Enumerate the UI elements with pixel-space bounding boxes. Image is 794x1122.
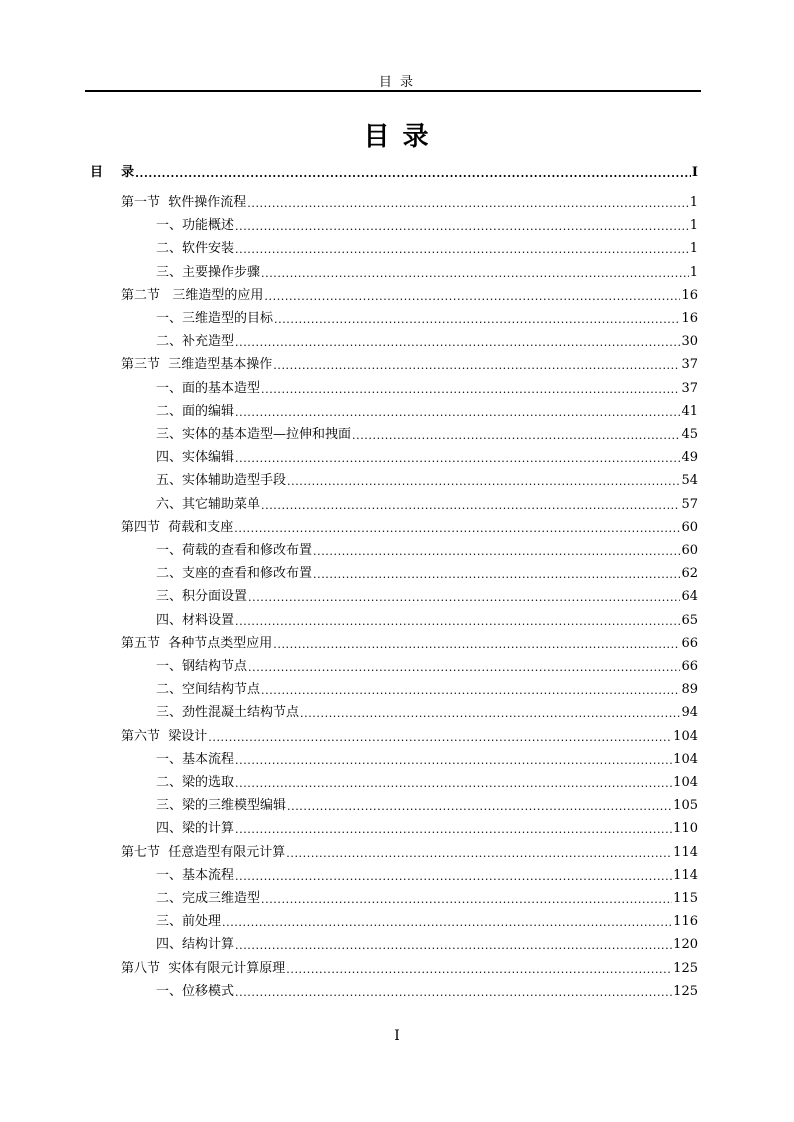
toc-entry-page-number: 57 bbox=[681, 496, 698, 512]
dot-leader bbox=[248, 658, 680, 676]
toc-entry-label: 一、基本流程 bbox=[156, 867, 235, 883]
toc-entry-section[interactable] bbox=[121, 354, 698, 374]
toc-entry-label: 四、实体编辑 bbox=[156, 450, 235, 466]
toc-entry-subsection[interactable] bbox=[156, 934, 698, 954]
toc-entry-page-number: 104 bbox=[673, 751, 698, 767]
dot-leader bbox=[235, 936, 672, 954]
toc-entry-subsection[interactable] bbox=[156, 911, 698, 931]
toc-entry-label: 第一节 软件操作流程 bbox=[121, 195, 247, 210]
dot-leader bbox=[300, 704, 680, 722]
toc-entry-subsection[interactable] bbox=[156, 470, 698, 490]
header-rule bbox=[85, 90, 701, 92]
toc-entry-label: 六、其它辅助菜单 bbox=[156, 496, 261, 512]
toc-entry-section[interactable] bbox=[121, 517, 698, 537]
toc-entry-page-number: 16 bbox=[681, 311, 698, 326]
toc-entry-subsection[interactable] bbox=[156, 308, 698, 328]
dot-leader bbox=[135, 164, 691, 182]
toc-entry-section[interactable] bbox=[121, 633, 698, 653]
toc-entry-section[interactable] bbox=[121, 726, 698, 746]
dot-leader bbox=[352, 426, 680, 444]
dot-leader bbox=[313, 565, 680, 583]
dot-leader bbox=[261, 264, 689, 282]
toc-entry-page-number: 37 bbox=[681, 357, 698, 373]
toc-entry-label: 一、三维造型的目标 bbox=[156, 311, 274, 326]
dot-leader bbox=[273, 635, 680, 653]
toc-entry-label: 三、主要操作步骤 bbox=[156, 264, 261, 280]
toc-entry-page-number: 45 bbox=[681, 427, 698, 442]
toc-entry-label: 第三节 三维造型基本操作 bbox=[121, 357, 273, 373]
toc-entry-page-number: 125 bbox=[673, 983, 698, 999]
toc-entry-subsection[interactable] bbox=[156, 656, 698, 676]
toc-entry-label: 第五节 各种节点类型应用 bbox=[121, 635, 273, 651]
toc-entry-page-number: 104 bbox=[673, 775, 698, 790]
toc-title: 目 录 bbox=[363, 122, 431, 152]
toc-entry-subsection[interactable] bbox=[156, 378, 698, 398]
toc-entry-subsection[interactable] bbox=[156, 215, 698, 235]
toc-entry-page-number: 115 bbox=[673, 891, 698, 906]
toc-entry-subsection[interactable] bbox=[156, 702, 698, 722]
toc-entry-label: 一、基本流程 bbox=[156, 751, 235, 767]
dot-leader bbox=[235, 217, 689, 235]
toc-entry-page-number: 1 bbox=[689, 241, 698, 257]
toc-entry-page-number: 37 bbox=[681, 380, 698, 396]
dot-leader bbox=[286, 960, 672, 978]
toc-entry-page-number: 16 bbox=[681, 287, 698, 303]
dot-leader bbox=[264, 287, 680, 305]
dot-leader bbox=[247, 194, 688, 212]
footer-page-number: I bbox=[394, 1028, 400, 1044]
toc-entry-page-number: 49 bbox=[681, 450, 698, 466]
toc-entry-subsection[interactable] bbox=[156, 401, 698, 421]
toc-entry-page-number: 1 bbox=[689, 264, 698, 280]
toc-entry-label: 一、位移模式 bbox=[156, 983, 235, 999]
toc-entry-page-number: 60 bbox=[681, 543, 698, 558]
toc-entry-subsection[interactable] bbox=[156, 262, 698, 282]
dot-leader bbox=[235, 449, 680, 467]
dot-leader bbox=[235, 240, 689, 258]
toc-entry-label: 三、前处理 bbox=[156, 914, 222, 930]
dot-leader bbox=[261, 380, 680, 398]
toc-entry-subsection[interactable] bbox=[156, 424, 698, 444]
toc-entry-label: 三、积分面设置 bbox=[156, 589, 248, 605]
dot-leader bbox=[235, 333, 680, 351]
toc-entry-page-number: 94 bbox=[681, 705, 698, 721]
dot-leader bbox=[248, 588, 680, 606]
toc-entry-page-number: I bbox=[691, 165, 698, 180]
toc-entry-label: 二、完成三维造型 bbox=[156, 891, 261, 906]
toc-entry-page-number: 114 bbox=[673, 844, 698, 860]
dot-leader bbox=[287, 472, 680, 490]
toc-entry-page-number: 54 bbox=[681, 473, 698, 489]
dot-leader bbox=[234, 519, 680, 537]
dot-leader bbox=[235, 612, 680, 630]
dot-leader bbox=[222, 913, 672, 931]
toc-entry-page-number: 66 bbox=[681, 659, 698, 674]
dot-leader bbox=[261, 496, 680, 514]
toc-entry-subsection[interactable] bbox=[156, 610, 698, 630]
toc-entry-label: 四、材料设置 bbox=[156, 612, 235, 628]
toc-entry-page-number: 30 bbox=[681, 334, 698, 350]
toc-entry-subsection[interactable] bbox=[156, 795, 698, 815]
toc-entry-label: 第八节 实体有限元计算原理 bbox=[121, 960, 286, 976]
toc-entry-label: 四、结构计算 bbox=[156, 937, 235, 953]
toc-entry-page-number: 104 bbox=[673, 728, 698, 744]
toc-entry-section[interactable] bbox=[121, 842, 698, 862]
dot-leader bbox=[235, 867, 672, 885]
toc-entry-page-number: 60 bbox=[681, 519, 698, 535]
toc-entry-subsection[interactable] bbox=[156, 331, 698, 351]
toc-entry-subsection[interactable] bbox=[156, 679, 698, 699]
toc-entry-label: 第四节 荷载和支座 bbox=[121, 519, 234, 535]
toc-entry-subsection[interactable] bbox=[156, 818, 698, 838]
toc-entry-page-number: 62 bbox=[681, 566, 698, 582]
dot-leader bbox=[235, 751, 672, 769]
running-header: 目 录 bbox=[378, 75, 416, 90]
toc-entry-section[interactable] bbox=[121, 192, 698, 212]
dot-leader bbox=[286, 844, 672, 862]
toc-entry-section[interactable] bbox=[121, 958, 698, 978]
toc-entry-label: 二、面的编辑 bbox=[156, 403, 235, 419]
toc-entry-page-number: 89 bbox=[681, 682, 698, 698]
toc-entry-page-number: 110 bbox=[673, 821, 698, 837]
toc-entry-subsection[interactable] bbox=[156, 865, 698, 885]
dot-leader bbox=[261, 890, 672, 908]
toc-entry-label: 二、补充造型 bbox=[156, 334, 235, 350]
toc-entry-page-number: 105 bbox=[673, 798, 698, 814]
toc-entry-page-number: 1 bbox=[689, 195, 698, 210]
toc-entry-page-number: 65 bbox=[681, 612, 698, 628]
toc-entry-label: 第二节 三维造型的应用 bbox=[121, 287, 264, 303]
toc-entry-label: 三、实体的基本造型—拉伸和拽面 bbox=[156, 427, 352, 442]
dot-leader bbox=[208, 728, 672, 746]
toc-entry-page-number: 120 bbox=[673, 937, 698, 953]
toc-entry-label: 目 录 bbox=[90, 165, 135, 180]
toc-entry-label: 二、梁的选取 bbox=[156, 775, 235, 790]
toc-entry-label: 一、荷载的查看和修改布置 bbox=[156, 543, 313, 558]
toc-entry-label: 一、钢结构节点 bbox=[156, 659, 248, 674]
toc-entry-label: 第七节 任意造型有限元计算 bbox=[121, 844, 286, 860]
toc-entry-subsection[interactable] bbox=[156, 772, 698, 792]
toc-entry-label: 二、软件安装 bbox=[156, 241, 235, 257]
dot-leader bbox=[313, 542, 680, 560]
toc-entry-page-number: 1 bbox=[689, 218, 698, 234]
dot-leader bbox=[235, 983, 672, 1001]
dot-leader bbox=[287, 797, 672, 815]
dot-leader bbox=[235, 820, 672, 838]
toc-entry-subsection[interactable] bbox=[156, 888, 698, 908]
toc-entry-section[interactable] bbox=[121, 285, 698, 305]
toc-entry-subsection[interactable] bbox=[156, 586, 698, 606]
dot-leader bbox=[235, 774, 672, 792]
toc-entry-subsection[interactable] bbox=[156, 981, 698, 1001]
dot-leader bbox=[274, 310, 680, 328]
toc-entry-label: 一、功能概述 bbox=[156, 218, 235, 234]
toc-entry-subsection[interactable] bbox=[156, 238, 698, 258]
toc-entry-label: 二、空间结构节点 bbox=[156, 682, 261, 698]
toc-entry-subsection[interactable] bbox=[156, 494, 698, 514]
dot-leader bbox=[235, 403, 680, 421]
toc-entry-page-number: 66 bbox=[681, 635, 698, 651]
toc-entry-page-number: 41 bbox=[681, 403, 698, 419]
toc-entry-subsection[interactable] bbox=[156, 447, 698, 467]
toc-entry-label: 三、劲性混凝土结构节点 bbox=[156, 705, 300, 721]
toc-entry-label: 一、面的基本造型 bbox=[156, 380, 261, 396]
toc-entry-top[interactable] bbox=[90, 162, 698, 182]
dot-leader bbox=[273, 356, 680, 374]
toc-entry-label: 五、实体辅助造型手段 bbox=[156, 473, 287, 489]
toc-entry-label: 三、梁的三维模型编辑 bbox=[156, 798, 287, 814]
toc-entry-page-number: 114 bbox=[673, 867, 698, 883]
toc-entry-subsection[interactable] bbox=[156, 540, 698, 560]
toc-entry-label: 第六节 梁设计 bbox=[121, 728, 208, 744]
toc-entry-label: 二、支座的查看和修改布置 bbox=[156, 566, 313, 582]
toc-entry-page-number: 64 bbox=[681, 589, 698, 605]
toc-entry-label: 四、梁的计算 bbox=[156, 821, 235, 837]
dot-leader bbox=[261, 681, 680, 699]
toc-entry-subsection[interactable] bbox=[156, 749, 698, 769]
toc-entry-page-number: 116 bbox=[673, 914, 698, 930]
toc-entry-page-number: 125 bbox=[673, 960, 698, 976]
toc-entry-subsection[interactable] bbox=[156, 563, 698, 583]
